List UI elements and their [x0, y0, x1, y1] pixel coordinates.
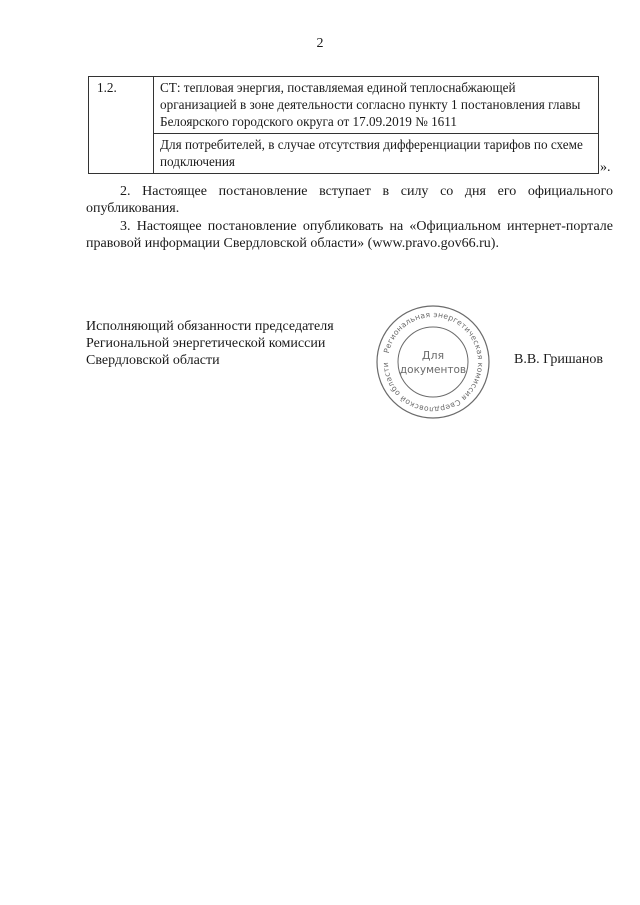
paragraph-2: 2. Настоящее постановление вступает в силу со дня его официального опубликования. — [86, 184, 613, 216]
signer-position — [86, 318, 334, 369]
signer-position-line: Региональной энергетической комиссии — [86, 336, 326, 351]
paragraph-3: 3. Настоящее постановление опубликовать на «Официальном интернет-портале правовой информации Свердловской области» (www.pravo.gov66.ru). — [86, 219, 613, 251]
stamp-center-text: документов — [399, 364, 467, 376]
closing-quote: ». — [600, 160, 611, 175]
stamp-ring-text: Региональная энергетическая комиссия Свердловской области — [380, 309, 486, 415]
stamp-seal — [374, 303, 492, 421]
page-number: 2 — [316, 36, 324, 51]
tariff-description-cell: СТ: тепловая энергия, поставляемая единой теплоснабжающей организацией в зоне деятельности согласно пункту 1 постановления главы Белоярского городского округа от 17.09.2019 № 1611 — [154, 77, 599, 134]
stamp-center-text: Для — [421, 349, 445, 362]
signer-position-line: Свердловской области — [86, 353, 220, 368]
signer-name: В.В. Гришанов — [514, 352, 603, 367]
tariff-table — [88, 76, 599, 174]
table-row — [89, 77, 599, 134]
consumer-group-cell: Для потребителей, в случае отсутствия дифференциации тарифов по схеме подключения — [154, 134, 599, 174]
stamp-outer-ring — [377, 306, 489, 418]
table-row — [89, 134, 599, 174]
signer-position-line: Исполняющий обязанности председателя — [86, 319, 334, 334]
stamp-inner-ring — [398, 327, 468, 397]
row-number-cell: 1.2. — [89, 77, 154, 174]
